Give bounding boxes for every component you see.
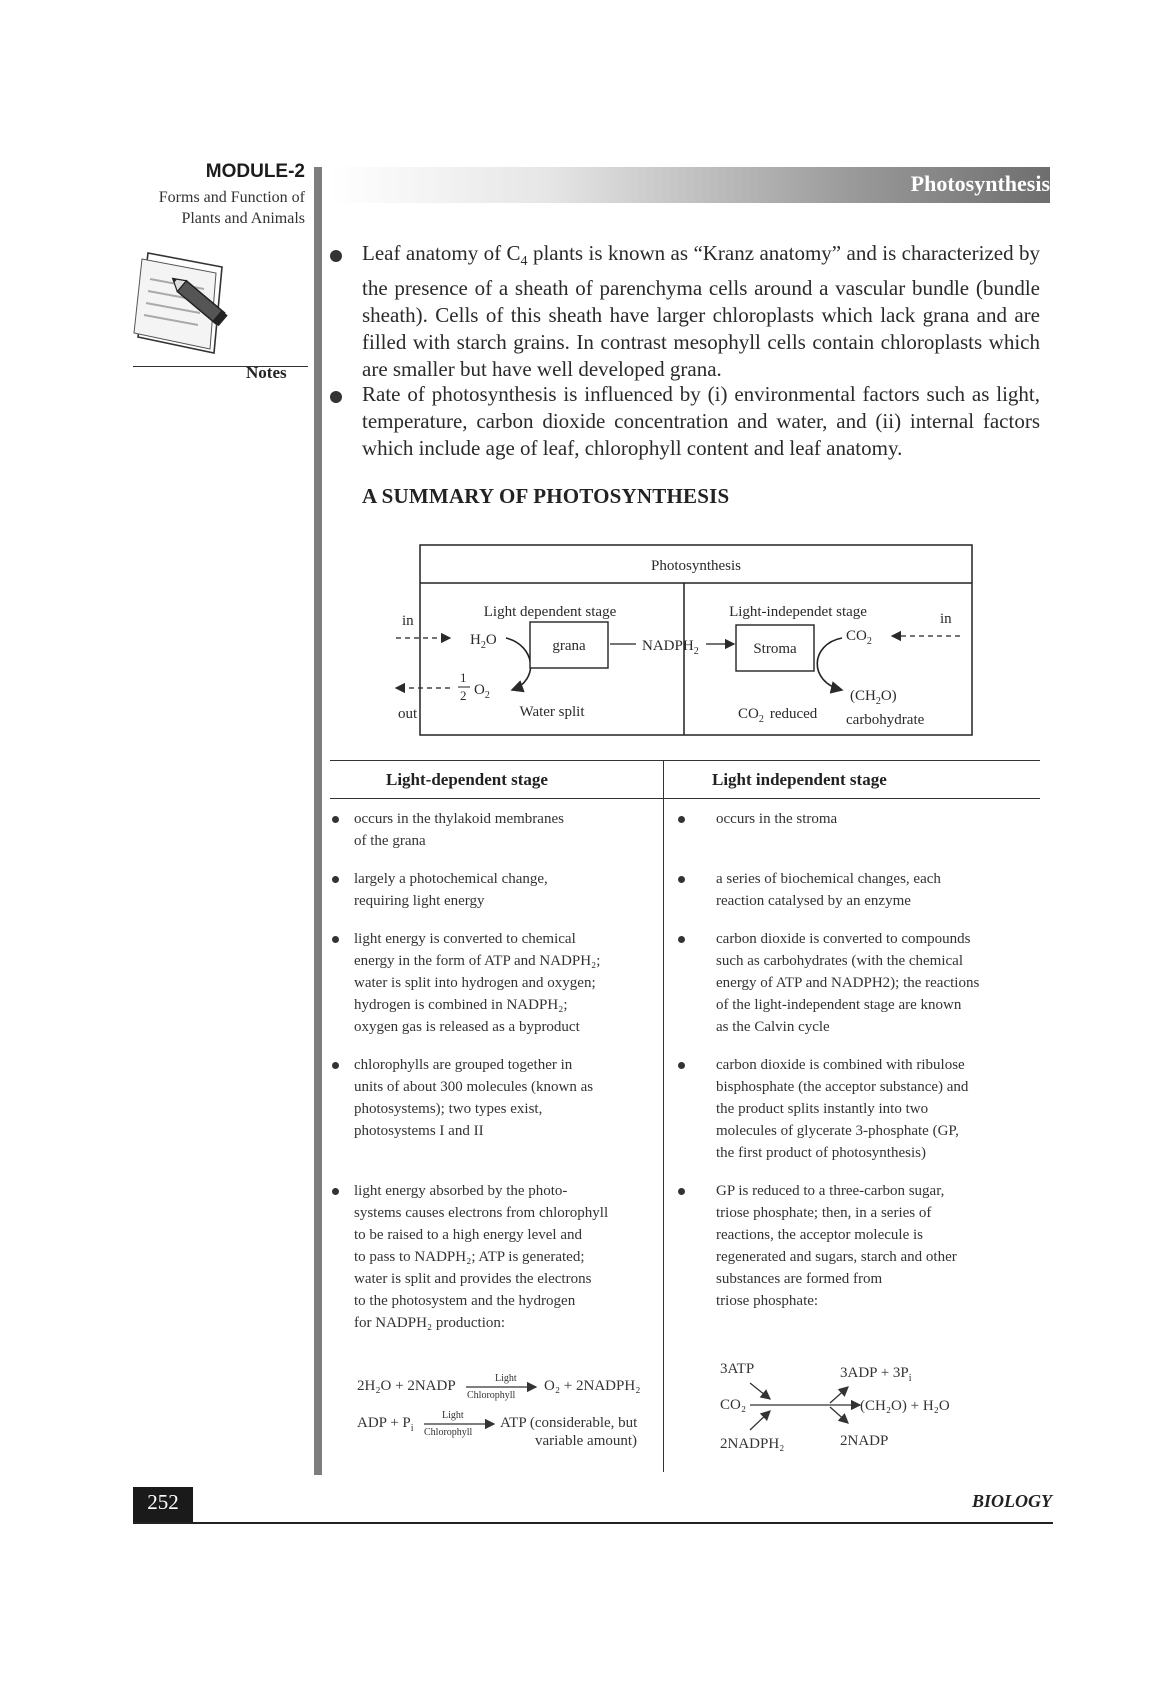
cell-line: energy of ATP and NADPH2); the reactions [716, 975, 980, 991]
photosynthesis-diagram [380, 540, 1020, 740]
calvin-cycle-scheme [710, 1355, 990, 1465]
cell-line: bisphosphate (the acceptor substance) and [716, 1079, 969, 1095]
bullet-dot [330, 250, 342, 262]
co2-fixation-curve [817, 638, 842, 690]
o2-label: $O_2$ [474, 682, 490, 701]
svg-text:2: 2 [460, 688, 467, 703]
svg-text:Light: Light [495, 1373, 517, 1384]
cell-line: energy in the form of ATP and NADPH₂; [354, 953, 601, 969]
right-item [716, 808, 837, 830]
module-subtitle-line-2: Plants and Animals [181, 210, 305, 227]
cell-line: reaction catalysed by an enzyme [716, 893, 911, 909]
table-top-rule [330, 760, 1040, 761]
cell-line: for NADPH₂ production: [354, 1315, 506, 1331]
notes-pencil-icon [130, 245, 240, 360]
cell-line: carbon dioxide is combined with ribulose [716, 1057, 965, 1073]
eq2-reactants: ADP + $P_i$ [357, 1415, 414, 1434]
bullet-dot [678, 816, 685, 823]
cell-line: light energy is converted to chemical [354, 931, 576, 947]
table-header-light-dependent: Light-dependent stage [386, 770, 548, 789]
cell-line: to the photosystem and the hydrogen [354, 1293, 576, 1309]
eq1-reactants: 2H₂O + 2NADP [357, 1378, 456, 1394]
right-item [716, 1180, 957, 1312]
cell-line: water is split into hydrogen and oxygen; [354, 975, 596, 991]
svg-text:Stroma: Stroma [753, 641, 797, 657]
cell-line: chlorophylls are grouped together in [354, 1057, 573, 1073]
bullet-kranz-anatomy: Leaf anatomy of $C_4$ plants is known as “Kranz anatomy” and is characterized by the presence of a sheath of parenchyma cells around a vascular bundle (bundle sheath). Cells of this sheath have larger chloroplasts which lack grana and are filled with starch grains. In contrast mesophyll cells contain chloroplasts which are smaller but have well developed grana. [362, 241, 1040, 382]
calvin-co2: CO₂ [720, 1397, 747, 1413]
dark-stage-label: Light-independet stage [729, 604, 867, 620]
cell-line: units of about 300 molecules (known as [354, 1079, 594, 1095]
cell-line: hydrogen is combined in NADPH₂; [354, 997, 568, 1013]
page-number: 252 [147, 1490, 179, 1514]
calvin-nadp: 2NADP [840, 1433, 889, 1449]
cell-line: a series of biochemical changes, each [716, 871, 941, 887]
cell-line: of the light-independent stage are known [716, 997, 962, 1013]
eq2-products-line-1: ATP (considerable, but [500, 1415, 638, 1431]
ch2o-label: $(CH_2O)$ [850, 688, 897, 707]
right-item [716, 868, 941, 912]
bullet-dot [678, 1188, 685, 1195]
bullet-dot [332, 1188, 339, 1195]
cell-line: to be raised to a high energy level and [354, 1227, 582, 1243]
module-title: MODULE-2 [205, 161, 305, 182]
left-item [354, 1054, 593, 1142]
bullet-rate-factors: Rate of photosynthesis is influenced by (i) environmental factors such as light, temperature, carbon dioxide concentration and water, and (ii) internal factors which include age of leaf, chlorophyll content and leaf anatomy. [362, 382, 1040, 460]
cell-line: molecules of glycerate 3-phosphate (GP, [716, 1123, 959, 1139]
cell-line: largely a photochemical change, [354, 871, 548, 887]
svg-text:1: 1 [460, 670, 467, 685]
svg-text:grana: grana [552, 638, 586, 654]
eq1-products: O₂ + 2NADPH₂ [544, 1378, 641, 1394]
left-item [354, 1180, 608, 1334]
bullet-dot [332, 816, 339, 823]
in-right-label: in [940, 611, 952, 627]
cell-line: requiring light energy [354, 893, 485, 909]
summary-heading: A SUMMARY OF PHOTOSYNTHESIS [362, 484, 730, 508]
cell-line: carbon dioxide is converted to compounds [716, 931, 971, 947]
calvin-adp: $3ADP + 3P_i$ [840, 1365, 912, 1384]
cell-line: the first product of photosynthesis) [716, 1145, 926, 1161]
cell-line: such as carbohydrates (with the chemical [716, 953, 963, 969]
calvin-atp: 3ATP [720, 1361, 755, 1377]
margin-bar [314, 167, 322, 1475]
svg-text:Chlorophyll: Chlorophyll [424, 1427, 473, 1438]
cell-line: of the grana [354, 833, 426, 849]
cell-line: systems causes electrons from chlorophyll [354, 1205, 609, 1221]
cell-line: oxygen gas is released as a byproduct [354, 1019, 580, 1035]
cell-line: water is split and provides the electrons [354, 1271, 592, 1287]
left-item [354, 928, 600, 1038]
bullet-dot [332, 876, 339, 883]
calvin-product: (CH₂O) + H₂O [860, 1398, 950, 1414]
cell-line: photosystems); two types exist, [354, 1101, 543, 1117]
water-split-label: Water split [519, 704, 585, 720]
diagram-title: Photosynthesis [650, 558, 742, 574]
cell-line: photosystems I and II [354, 1123, 484, 1139]
left-item [354, 868, 548, 912]
cell-line: the product splits instantly into two [716, 1101, 929, 1117]
calvin-nadph: 2NADPH₂ [720, 1436, 785, 1452]
table-header-light-independent: Light independent stage [712, 770, 887, 789]
cell-line: substances are formed from [716, 1271, 883, 1287]
h2o-label: $H_2O$ [470, 632, 497, 651]
notes-label: Notes [246, 363, 287, 382]
svg-text:Light: Light [442, 1410, 464, 1421]
svg-text:Chlorophyll: Chlorophyll [467, 1390, 516, 1401]
bullet-dot [678, 1062, 685, 1069]
cell-line: triose phosphate: [716, 1293, 819, 1309]
cell-line: light energy absorbed by the photo- [354, 1183, 568, 1199]
right-item [716, 1054, 968, 1164]
cell-line: GP is reduced to a three-carbon sugar, [716, 1183, 945, 1199]
water-split-curve [506, 638, 531, 690]
bullet-dot [330, 391, 342, 403]
footer-rule [133, 1522, 1053, 1524]
carbohydrate-label: carbohydrate [846, 712, 925, 728]
module-subtitle [145, 187, 305, 229]
out-left-label: out [398, 706, 418, 722]
right-item [716, 928, 979, 1038]
light-reaction-equations [350, 1365, 660, 1465]
co2-reduced-label: $CO_2$ reduced [738, 706, 818, 725]
bullet-dot [678, 936, 685, 943]
bullet-dot [332, 936, 339, 943]
left-item [354, 808, 564, 852]
cell-line: triose phosphate; then, in a series of [716, 1205, 932, 1221]
bullet-dot [678, 876, 685, 883]
table-column-divider [663, 760, 664, 1472]
cell-line: reactions, the acceptor molecule is [716, 1227, 923, 1243]
bullet-dot [332, 1062, 339, 1069]
in-left-label: in [402, 613, 414, 629]
cell-line: as the Calvin cycle [716, 1019, 830, 1035]
cell-line: regenerated and sugars, starch and other [716, 1249, 957, 1265]
cell-line: to pass to NADPH₂; ATP is generated; [354, 1249, 585, 1265]
light-stage-label: Light dependent stage [483, 604, 617, 620]
nadph-label: $NADPH_2$ [642, 638, 699, 657]
chapter-title: Photosynthesis [910, 171, 1050, 196]
cell-line: occurs in the thylakoid membranes [354, 811, 564, 827]
co2-in-label: $CO_2$ [846, 628, 872, 647]
cell-line: occurs in the stroma [716, 811, 838, 827]
eq2-products-line-2: variable amount) [535, 1433, 638, 1449]
footer-subject: BIOLOGY [972, 1491, 1052, 1511]
table-header-rule [330, 798, 1040, 799]
module-subtitle-line-1: Forms and Function of [158, 189, 305, 206]
